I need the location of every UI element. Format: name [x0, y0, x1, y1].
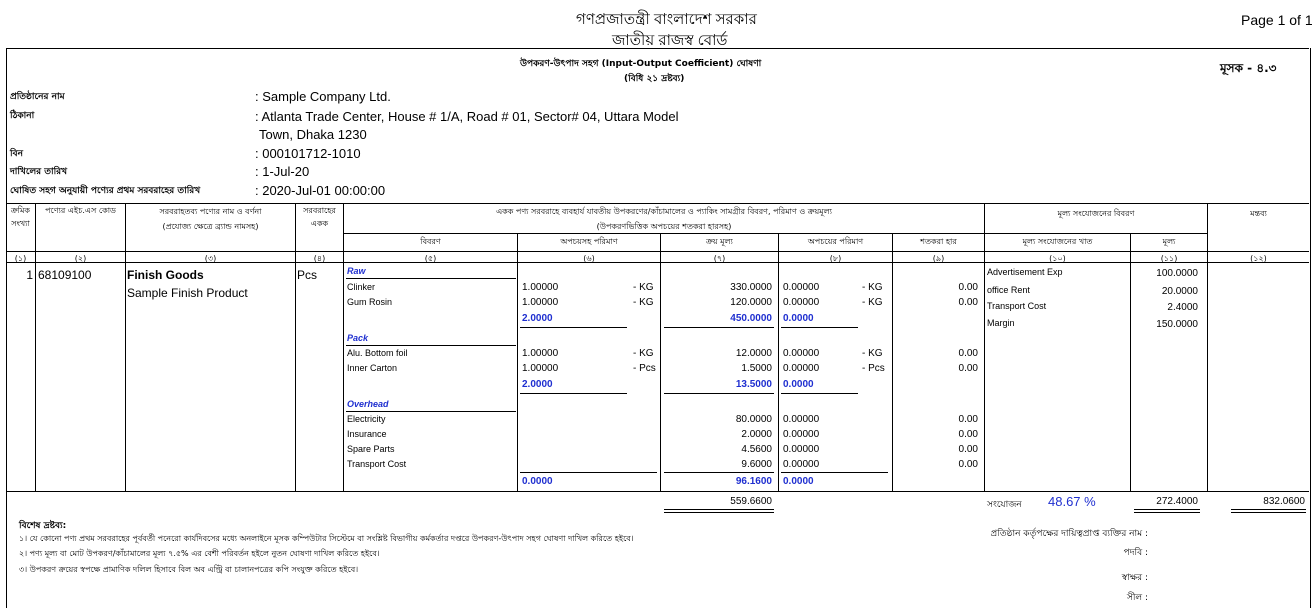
- col-divider: [517, 233, 518, 491]
- va-value: 100.0000: [1156, 268, 1198, 279]
- designation-label: পদবি :: [1123, 548, 1148, 558]
- submit-date-label: দাখিলের তারিখ: [10, 167, 68, 177]
- material-waste: 0.00000: [783, 363, 820, 374]
- col-number: (১২): [1250, 254, 1267, 263]
- material-name: Gum Rosin: [347, 297, 393, 307]
- material-waste-unit: - KG: [862, 297, 883, 308]
- purchase-grand-total: 559.6600: [730, 496, 772, 507]
- row-unit: Pcs: [297, 268, 318, 282]
- page-indicator: Page 1 of 1: [1241, 12, 1313, 28]
- material-waste-unit: - KG: [862, 348, 883, 359]
- subtotal-line: [520, 472, 657, 473]
- material-price: 120.0000: [730, 297, 772, 308]
- va-value: 150.0000: [1156, 319, 1198, 330]
- value-added-label: সংযোজন: [987, 500, 1022, 510]
- address-label: ঠিকানা: [10, 111, 35, 121]
- overhead-waste: 0.00000: [783, 429, 820, 440]
- form-rule: (বিধি ২১ দ্রষ্টব্য): [624, 74, 685, 84]
- value-added-total: 272.4000: [1156, 496, 1198, 507]
- table-bottom-line: [6, 491, 1309, 492]
- overhead-total-qty: 0.0000: [522, 476, 553, 487]
- subtotal-line: [781, 472, 888, 473]
- col-number: (৩): [204, 254, 217, 263]
- total-underline: [1134, 512, 1200, 513]
- va-head: Margin: [987, 318, 1015, 328]
- va-head: office Rent: [987, 285, 1030, 295]
- section-underline: [346, 278, 516, 279]
- seal-label: সীল :: [1126, 593, 1148, 603]
- header-materials-group: একক পণ্য সরবরাহে ব্যবহার্য যাবতীয় উপকরণের/কাঁচামালের ও প্যাকিং সামগ্রীর বিবরণ, পরিমাণ ও ক্রয়মূল্য: [496, 207, 832, 216]
- row-serial: 1: [26, 268, 33, 282]
- responsible-person-label: প্রতিষ্ঠান কর্তৃপক্ষের দায়িত্বপ্রাপ্ত ব্যক্তির নাম :: [990, 529, 1148, 539]
- col-divider: [35, 203, 36, 491]
- overhead-name: Spare Parts: [347, 444, 395, 454]
- material-waste-unit: - Pcs: [862, 363, 885, 374]
- material-percent: 0.00: [958, 348, 978, 359]
- overhead-waste: 0.00000: [783, 444, 820, 455]
- first-supply-value: : 2020-Jul-01 00:00:00: [255, 183, 386, 198]
- raw-total-price: 450.0000: [730, 313, 772, 324]
- col-divider: [778, 233, 779, 491]
- material-price: 330.0000: [730, 282, 772, 293]
- address-line1: : Atlanta Trade Center, House # 1/A, Road # 01, Sector# 04, Uttara Model: [255, 109, 679, 124]
- company-name-value: : Sample Company Ltd.: [255, 89, 391, 104]
- note-item: ৩। উপকরণ ক্রয়ের স্বপক্ষে প্রামাণিক দলিল হিসাবে বিল অব এন্ট্রি বা চালানপত্রের কপি সংযুক্ত করিতে হইবে।: [19, 565, 359, 574]
- header-qty-with-waste: অপচয়সহ পরিমাণ: [560, 237, 618, 246]
- section-pack-label: Pack: [347, 333, 369, 343]
- raw-total-qty: 2.0000: [522, 313, 553, 324]
- material-qty-unit: - KG: [633, 348, 654, 359]
- material-qty: 1.00000: [522, 363, 559, 374]
- section-raw-label: Raw: [347, 266, 366, 276]
- bin-label: বিন: [10, 149, 23, 159]
- board-title: জাতীয় রাজস্ব বোর্ড: [612, 32, 728, 49]
- col-number: (১১): [1160, 254, 1178, 263]
- section-underline: [346, 411, 516, 412]
- form-title: উপকরণ-উৎপাদ সহগ (Input-Output Coefficient) ঘোষণা: [520, 59, 762, 69]
- notes-title: বিশেষ দ্রষ্টব্য:: [19, 521, 67, 531]
- first-supply-label: ঘোষিত সহগ অনুযায়ী পণ্যের প্রথম সরবরাহের তারিখ: [10, 186, 201, 196]
- header-va-head: মূল্য সংযোজনের খাত: [1022, 237, 1093, 246]
- overhead-price: 9.6000: [741, 459, 772, 470]
- material-price: 12.0000: [735, 348, 772, 359]
- total-underline: [1134, 509, 1200, 510]
- material-qty: 1.00000: [522, 282, 559, 293]
- col-number: (৪): [313, 254, 326, 263]
- pack-total-qty: 2.0000: [522, 379, 553, 390]
- header-product-name: সরবরাহতব্য পণ্যের নাম ও বর্ণনা: [159, 207, 262, 216]
- row-hs-code: 68109100: [38, 268, 92, 282]
- row-product-description: Sample Finish Product: [127, 286, 248, 300]
- address-line2: Town, Dhaka 1230: [259, 127, 367, 142]
- overhead-name: Transport Cost: [347, 459, 407, 469]
- col-divider: [1207, 203, 1208, 491]
- col-number: (৮): [829, 254, 842, 263]
- header-bottom-line: [6, 251, 1309, 252]
- material-waste: 0.00000: [783, 348, 820, 359]
- col-number: (৭): [713, 254, 726, 263]
- subtotal-line: [781, 393, 858, 394]
- row-product-title: Finish Goods: [127, 268, 204, 282]
- submit-date-value: : 1-Jul-20: [255, 164, 310, 179]
- material-name: Alu. Bottom foil: [347, 348, 408, 358]
- material-qty-unit: - Pcs: [633, 363, 656, 374]
- raw-total-waste: 0.0000: [783, 313, 814, 324]
- col-number: (১): [14, 254, 27, 263]
- col-number: (৯): [932, 254, 945, 263]
- material-price: 1.5000: [741, 363, 772, 374]
- col-number: (২): [74, 254, 87, 263]
- government-title: গণপ্রজাতন্ত্রী বাংলাদেশ সরকার: [576, 11, 757, 28]
- va-head: Transport Cost: [987, 301, 1047, 311]
- overhead-total-waste: 0.0000: [783, 476, 814, 487]
- header-serial: ক্রমিক সংখ্যা: [10, 206, 31, 228]
- material-waste: 0.00000: [783, 297, 820, 308]
- header-hs-code: পণ্যের এইচ.এস কোড: [45, 206, 116, 215]
- header-product-name-sub: (প্রযোজ্য ক্ষেত্রে ব্র্যান্ড নামসহ): [162, 222, 259, 231]
- col-number: (৬): [583, 254, 595, 263]
- header-waste-qty: অপচয়ের পরিমাণ: [807, 237, 864, 246]
- total-underline: [1231, 512, 1306, 513]
- company-name-label: প্রতিষ্ঠানের নাম: [10, 92, 65, 102]
- material-qty: 1.00000: [522, 297, 559, 308]
- material-percent: 0.00: [958, 282, 978, 293]
- subtotal-line: [664, 393, 774, 394]
- subtotal-line: [664, 472, 774, 473]
- subtotal-line: [520, 393, 627, 394]
- header-remarks: মন্তব্য: [1250, 209, 1267, 218]
- material-name: Clinker: [347, 282, 376, 292]
- overhead-percent: 0.00: [958, 444, 978, 455]
- header-percentage: শতকরা হার: [920, 237, 957, 246]
- overhead-name: Insurance: [347, 429, 387, 439]
- grand-total: 832.0600: [1263, 496, 1305, 507]
- overhead-waste: 0.00000: [783, 459, 820, 470]
- overhead-total-price: 96.1600: [735, 476, 772, 487]
- value-added-percent: 48.67 %: [1048, 494, 1096, 509]
- total-underline: [664, 512, 774, 513]
- va-head: Advertisement Exp: [987, 267, 1063, 277]
- va-value: 20.0000: [1161, 286, 1198, 297]
- material-waste-unit: - KG: [862, 282, 883, 293]
- overhead-price: 80.0000: [735, 414, 772, 425]
- frame-top-line: [6, 48, 1309, 49]
- overhead-percent: 0.00: [958, 414, 978, 425]
- col-number: (৫): [424, 254, 437, 263]
- overhead-waste: 0.00000: [783, 414, 820, 425]
- header-value-addition-group: মূল্য সংযোজনের বিবরণ: [1057, 209, 1135, 218]
- header-materials-group-sub: (উপকরণভিত্তিক অপচয়ের শতকরা হারসহ): [596, 222, 732, 231]
- table-top-line: [6, 203, 1309, 204]
- header-purchase-price: ক্রয় মূল্য: [706, 237, 733, 246]
- section-overhead-label: Overhead: [347, 399, 389, 409]
- material-percent: 0.00: [958, 297, 978, 308]
- section-underline: [346, 345, 516, 346]
- va-value: 2.4000: [1167, 302, 1198, 313]
- col-divider: [125, 203, 126, 491]
- total-underline: [1231, 509, 1306, 510]
- material-percent: 0.00: [958, 363, 978, 374]
- total-underline: [664, 509, 774, 510]
- header-va-value: মূল্য: [1162, 237, 1176, 246]
- bin-value: : 000101712-1010: [255, 146, 361, 161]
- overhead-name: Electricity: [347, 414, 386, 424]
- material-waste: 0.00000: [783, 282, 820, 293]
- material-qty-unit: - KG: [633, 282, 654, 293]
- material-qty-unit: - KG: [633, 297, 654, 308]
- subtotal-line: [520, 327, 627, 328]
- material-name: Inner Carton: [347, 363, 398, 373]
- form-code: মূসক - ৪.৩: [1220, 61, 1277, 75]
- overhead-price: 2.0000: [741, 429, 772, 440]
- subtotal-line: [664, 327, 774, 328]
- note-item: ১। যে কোনো পণ্য প্রথম সরবরাহের পূর্ববর্তী পনেরো কার্যদিবসের মধ্যে অনলাইনে মূসক কম্পিউটার সিস্টেমে বা সংশ্লিষ্ট বিভাগীয় কর্মকর্তার দপ্তরে উপকরণ-উৎপাদ সহগ ঘোষণা দাখিল করিতে হইবে।: [19, 534, 634, 543]
- note-item: ২। পণ্য মূল্য বা মোট উপকরণ/কাঁচামালের মূল্য ৭.৫% এর বেশী পরিবর্তন হইলে নুতন ঘোষণা দাখিল করিতে হইবে।: [19, 549, 380, 558]
- signature-label: স্বাক্ষর :: [1121, 573, 1148, 583]
- header-unit: সরবরাহের একক: [303, 206, 336, 228]
- material-qty: 1.00000: [522, 348, 559, 359]
- col-number: (১০): [1049, 254, 1066, 263]
- overhead-price: 4.5600: [741, 444, 772, 455]
- header-description: বিবরণ: [420, 237, 441, 246]
- col-divider: [295, 203, 296, 491]
- pack-total-price: 13.5000: [735, 379, 772, 390]
- overhead-percent: 0.00: [958, 459, 978, 470]
- form-frame: [6, 48, 1311, 608]
- subtotal-line: [781, 327, 858, 328]
- pack-total-waste: 0.0000: [783, 379, 814, 390]
- overhead-percent: 0.00: [958, 429, 978, 440]
